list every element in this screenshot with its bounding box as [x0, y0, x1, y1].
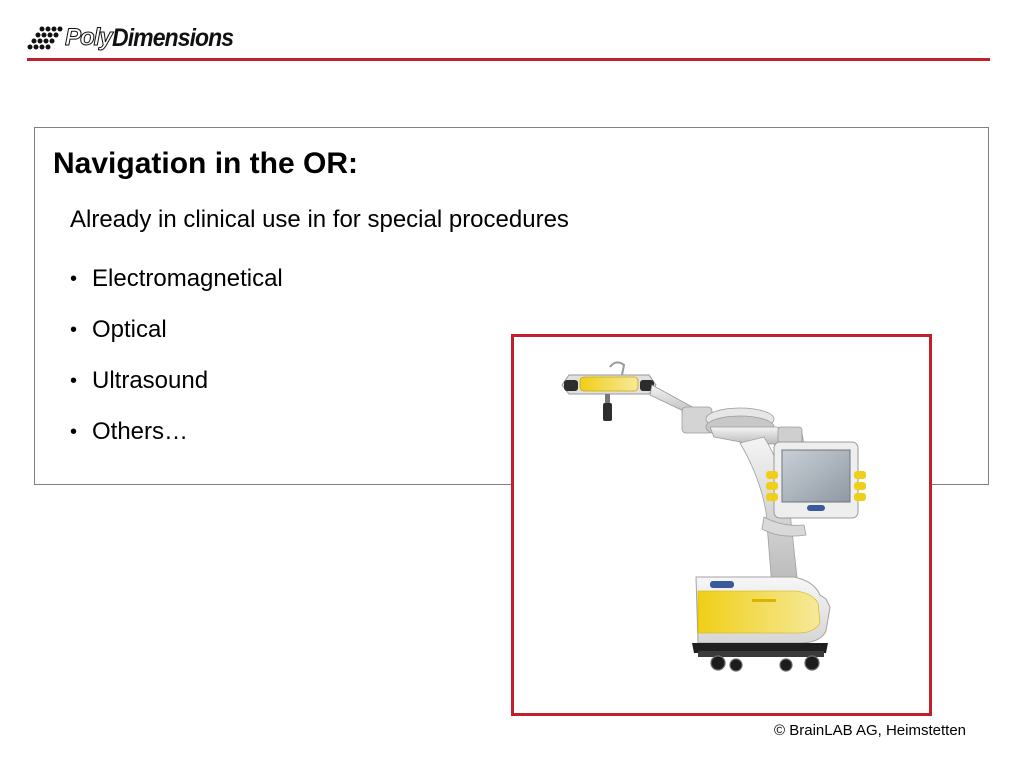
bullet-text: Others… — [92, 418, 189, 445]
bullet-text: Ultrasound — [92, 367, 209, 394]
header-divider — [27, 58, 990, 61]
bullet-item — [70, 366, 283, 417]
bullet-text: Electromagnetical — [92, 265, 283, 292]
slide-intro-text: Already in clinical use in for special procedures — [70, 206, 569, 233]
bullet-item — [70, 315, 283, 366]
bullet-icon: • — [70, 421, 78, 443]
logo-wordmark-dimensions: Dimensions — [111, 23, 233, 52]
company-logo — [27, 22, 243, 54]
bullet-icon: • — [70, 268, 78, 290]
copyright-notice: © BrainLAB AG, Heimstetten — [774, 722, 966, 739]
bullet-icon: • — [70, 319, 78, 341]
bullet-text: Optical — [92, 316, 167, 343]
navigation-system-image-frame — [511, 334, 932, 716]
logo-wordmark-poly: Poly — [65, 24, 112, 51]
polydimensions-logo-icon — [27, 25, 63, 51]
bullet-list — [70, 264, 283, 468]
bullet-item — [70, 264, 283, 315]
slide-title: Navigation in the OR: — [53, 147, 359, 180]
bullet-icon: • — [70, 370, 78, 392]
surgical-navigation-system-image — [514, 337, 929, 713]
bullet-item — [70, 417, 283, 468]
